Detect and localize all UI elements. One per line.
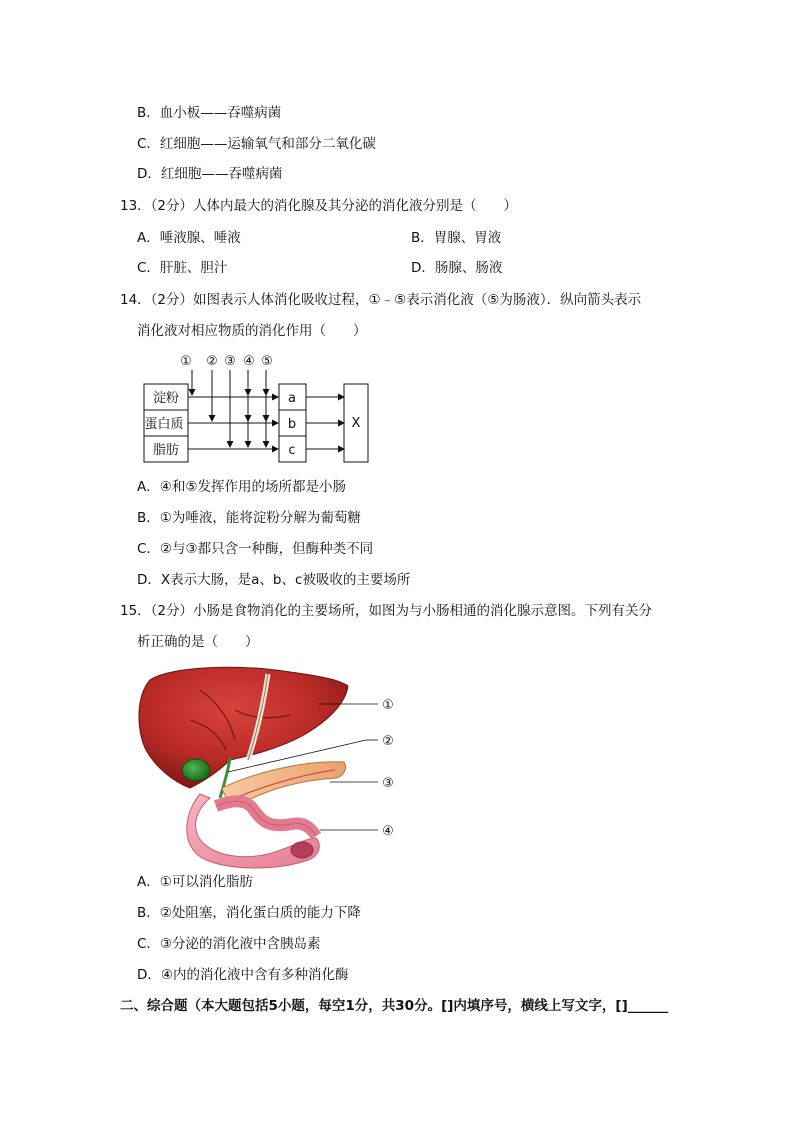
digestive-juice-1: ① (180, 354, 192, 369)
digestive-glands-figure (130, 660, 410, 870)
q14-option-a: A．④和⑤发挥作用的场所都是小肠 (137, 479, 346, 495)
figure-label-1: ① (382, 698, 394, 713)
digestive-juice-5: ⑤ (261, 354, 273, 369)
product-c-label: c (288, 443, 296, 458)
q14-option-d: D．X表示大肠，是a、b、c被吸收的主要场所 (137, 572, 411, 588)
digestion-process-diagram (140, 350, 380, 470)
q13-stem: 13．（2分）人体内最大的消化腺及其分泌的消化液分别是（ ） (120, 198, 518, 214)
figure-label-4: ④ (382, 824, 394, 839)
fat-label: 脂肪 (152, 443, 180, 458)
q15-stem-line2: 析正确的是（ ） (137, 634, 259, 650)
q12-option-c: C．红细胞——运输氧气和部分二氧化碳 (137, 136, 376, 152)
digestive-juice-3: ③ (224, 354, 236, 369)
q15-stem-line1: 15．（2分）小肠是食物消化的主要场所，如图为与小肠相通的消化腺示意图。下列有关分 (120, 603, 653, 619)
q12-option-d: D．红细胞——吞噬病菌 (137, 166, 283, 182)
q15-option-c: C．③分泌的消化液中含胰岛素 (137, 936, 321, 952)
section-2-heading (120, 996, 668, 1016)
q12-option-b: B．血小板——吞噬病菌 (137, 105, 282, 121)
q13-option-a: A．唾液腺、唾液 (137, 230, 241, 246)
organ-x-label: X (351, 416, 361, 431)
gallbladder (182, 759, 210, 781)
q15-option-d: D．④内的消化液中含有多种消化酶 (137, 967, 349, 983)
q15-option-b: B．②处阻塞，消化蛋白质的能力下降 (137, 905, 361, 921)
protein-label: 蛋白质 (144, 417, 184, 432)
q13-option-b: B．胃腺、胃液 (411, 230, 502, 246)
section-2-blank: ______ (627, 998, 669, 1014)
q14-stem-line1: 14．（2分）如图表示人体消化吸收过程，①﹣⑤表示消化液（⑤为肠液）．纵向箭头表示 (120, 292, 642, 308)
starch-label: 淀粉 (152, 391, 180, 406)
product-b-label: b (287, 417, 297, 432)
q13-option-d: D．肠腺、肠液 (411, 260, 503, 276)
figure-label-2: ② (382, 734, 394, 749)
q13-option-c: C．肝脏、胆汁 (137, 260, 228, 276)
section-2-heading-text: 二、综合题（本大题包括5小题，每空1分，共30分。[]内填序号，横线上写文字，[] (120, 998, 628, 1014)
product-a-label: a (288, 391, 296, 406)
q14-option-c: C．②与③都只含一种酶，但酶种类不同 (137, 541, 374, 557)
digestive-juice-2: ② (206, 354, 218, 369)
figure-label-3: ③ (382, 776, 394, 791)
digestive-juice-4: ④ (243, 354, 255, 369)
q14-stem-line2: 消化液对相应物质的消化作用（ ） (137, 323, 367, 339)
q14-option-b: B．①为唾液，能将淀粉分解为葡萄糖 (137, 510, 361, 526)
q15-option-a: A．①可以消化脂肪 (137, 874, 253, 890)
